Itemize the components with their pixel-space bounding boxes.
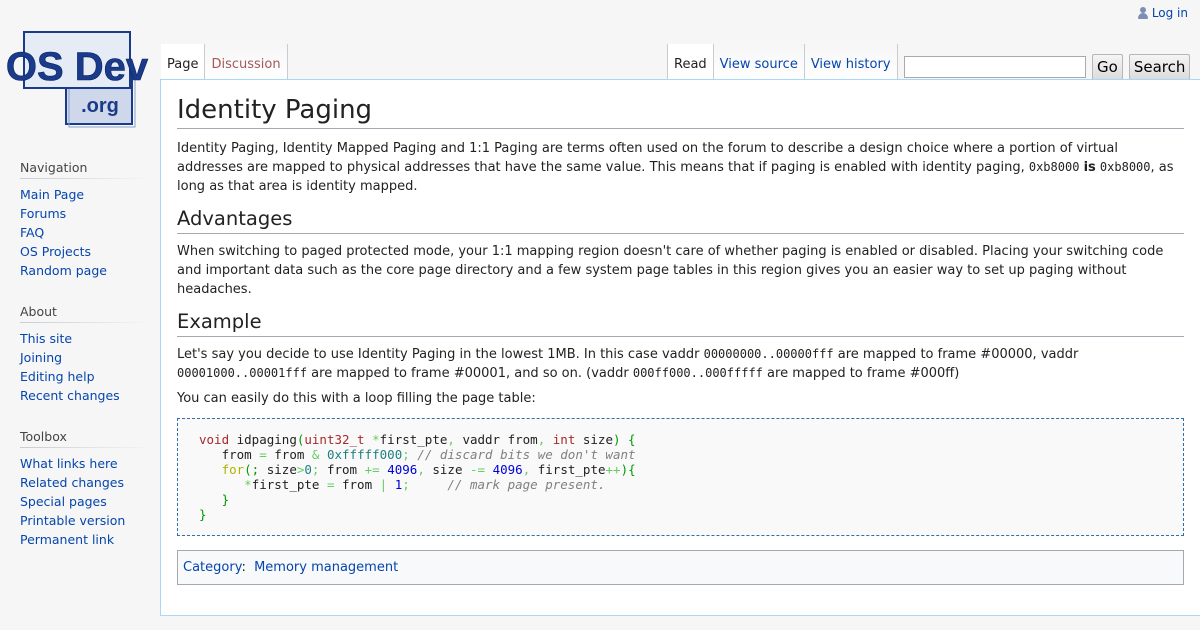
intro-paragraph: Identity Paging, Identity Mapped Paging and 1:1 Paging are terms often used on the forum to describe a design choice where a portion of virtual addresses are mapped to physical addresses that have the same value. This means that if paging is enabled with identity paging, 0xb8000 is 0xb8000, as long as that area is identity mapped. [177, 141, 1174, 194]
main-content [160, 79, 1200, 616]
sidebar-item-special-pages[interactable]: Special pages [20, 494, 107, 509]
sidebar-item-faq[interactable]: FAQ [20, 225, 45, 240]
advantages-paragraph: When switching to paged protected mode, your 1:1 mapping region doesn't care of whether paging is enabled or disabled. Placing your switching code and important data such as the core page directory and a few system page tables in this region gives you an easier way to set up paging without headaches. [177, 244, 1164, 297]
navigation-portal [20, 160, 152, 280]
example-heading: Example [177, 311, 1184, 337]
code-block: void idpaging(uint32_t *first_pte, vaddr from, int size) { from = from & 0xfffff000; // discard bits we don't want for(; size>0; from += 4096, size -= 4096, first_pte++){ *first_pte = from | 1; // mark page present. } } [177, 418, 1184, 536]
sidebar-item-permanent-link[interactable]: Permanent link [20, 532, 115, 547]
sidebar-item-this-site[interactable]: This site [20, 331, 73, 346]
tab-discussion[interactable]: Discussion [205, 44, 287, 80]
namespace-tabs [161, 44, 288, 80]
example-paragraph: Let's say you decide to use Identity Paging in the lowest 1MB. In this case vaddr 00000000..00000fff are mapped to frame #00000, vaddr 00001000..00001fff are mapped to frame #00001, and so on. (vaddr 000ff000..000fffff are mapped to frame #000ff) [177, 347, 1079, 381]
sidebar-item-recent-changes[interactable]: Recent changes [20, 388, 120, 403]
tab-read[interactable]: Read [667, 44, 714, 80]
tab-view-source[interactable]: View source [714, 44, 805, 80]
sidebar [0, 160, 160, 573]
view-tabs [667, 44, 898, 80]
category-label-link[interactable]: Category [183, 560, 242, 575]
inline-code: 0xb8000 [1099, 160, 1151, 174]
toolbox-heading: Toolbox [20, 429, 152, 448]
search-input[interactable] [904, 56, 1086, 78]
svg-text:.org: .org [81, 95, 119, 117]
toolbox-portal [20, 429, 152, 549]
advantages-heading: Advantages [177, 208, 1184, 234]
tab-page[interactable]: Page [161, 44, 205, 80]
sidebar-item-printable-version[interactable]: Printable version [20, 513, 126, 528]
login-link[interactable]: Log in [1151, 6, 1188, 20]
inline-code: 0xb8000 [1028, 160, 1080, 174]
sidebar-item-editing-help[interactable]: Editing help [20, 369, 95, 384]
page-title: Identity Paging [177, 94, 1184, 129]
sidebar-item-joining[interactable]: Joining [20, 350, 63, 365]
tab-view-history[interactable]: View history [805, 44, 898, 80]
sidebar-item-forums[interactable]: Forums [20, 206, 67, 221]
sidebar-item-main-page[interactable]: Main Page [20, 187, 85, 202]
svg-text:OS Dev: OS Dev [5, 45, 149, 89]
about-heading: About [20, 304, 152, 323]
loop-intro-paragraph: You can easily do this with a loop filling the page table: [177, 391, 536, 406]
navigation-heading: Navigation [20, 160, 152, 179]
sidebar-item-random-page[interactable]: Random page [20, 263, 107, 278]
search-form [904, 54, 1190, 80]
site-logo[interactable] [5, 30, 149, 128]
user-icon [1138, 7, 1148, 19]
personal-tools [1138, 6, 1188, 20]
sidebar-item-related-changes[interactable]: Related changes [20, 475, 124, 490]
sidebar-item-what-links-here[interactable]: What links here [20, 456, 118, 471]
category-memory-management-link[interactable]: Memory management [254, 560, 399, 575]
about-portal [20, 304, 152, 405]
sidebar-item-os-projects[interactable]: OS Projects [20, 244, 92, 259]
go-button[interactable]: Go [1092, 54, 1123, 80]
osdev-logo-icon [5, 30, 149, 128]
category-box: Category: Memory management [177, 550, 1184, 585]
search-button[interactable]: Search [1129, 54, 1191, 80]
